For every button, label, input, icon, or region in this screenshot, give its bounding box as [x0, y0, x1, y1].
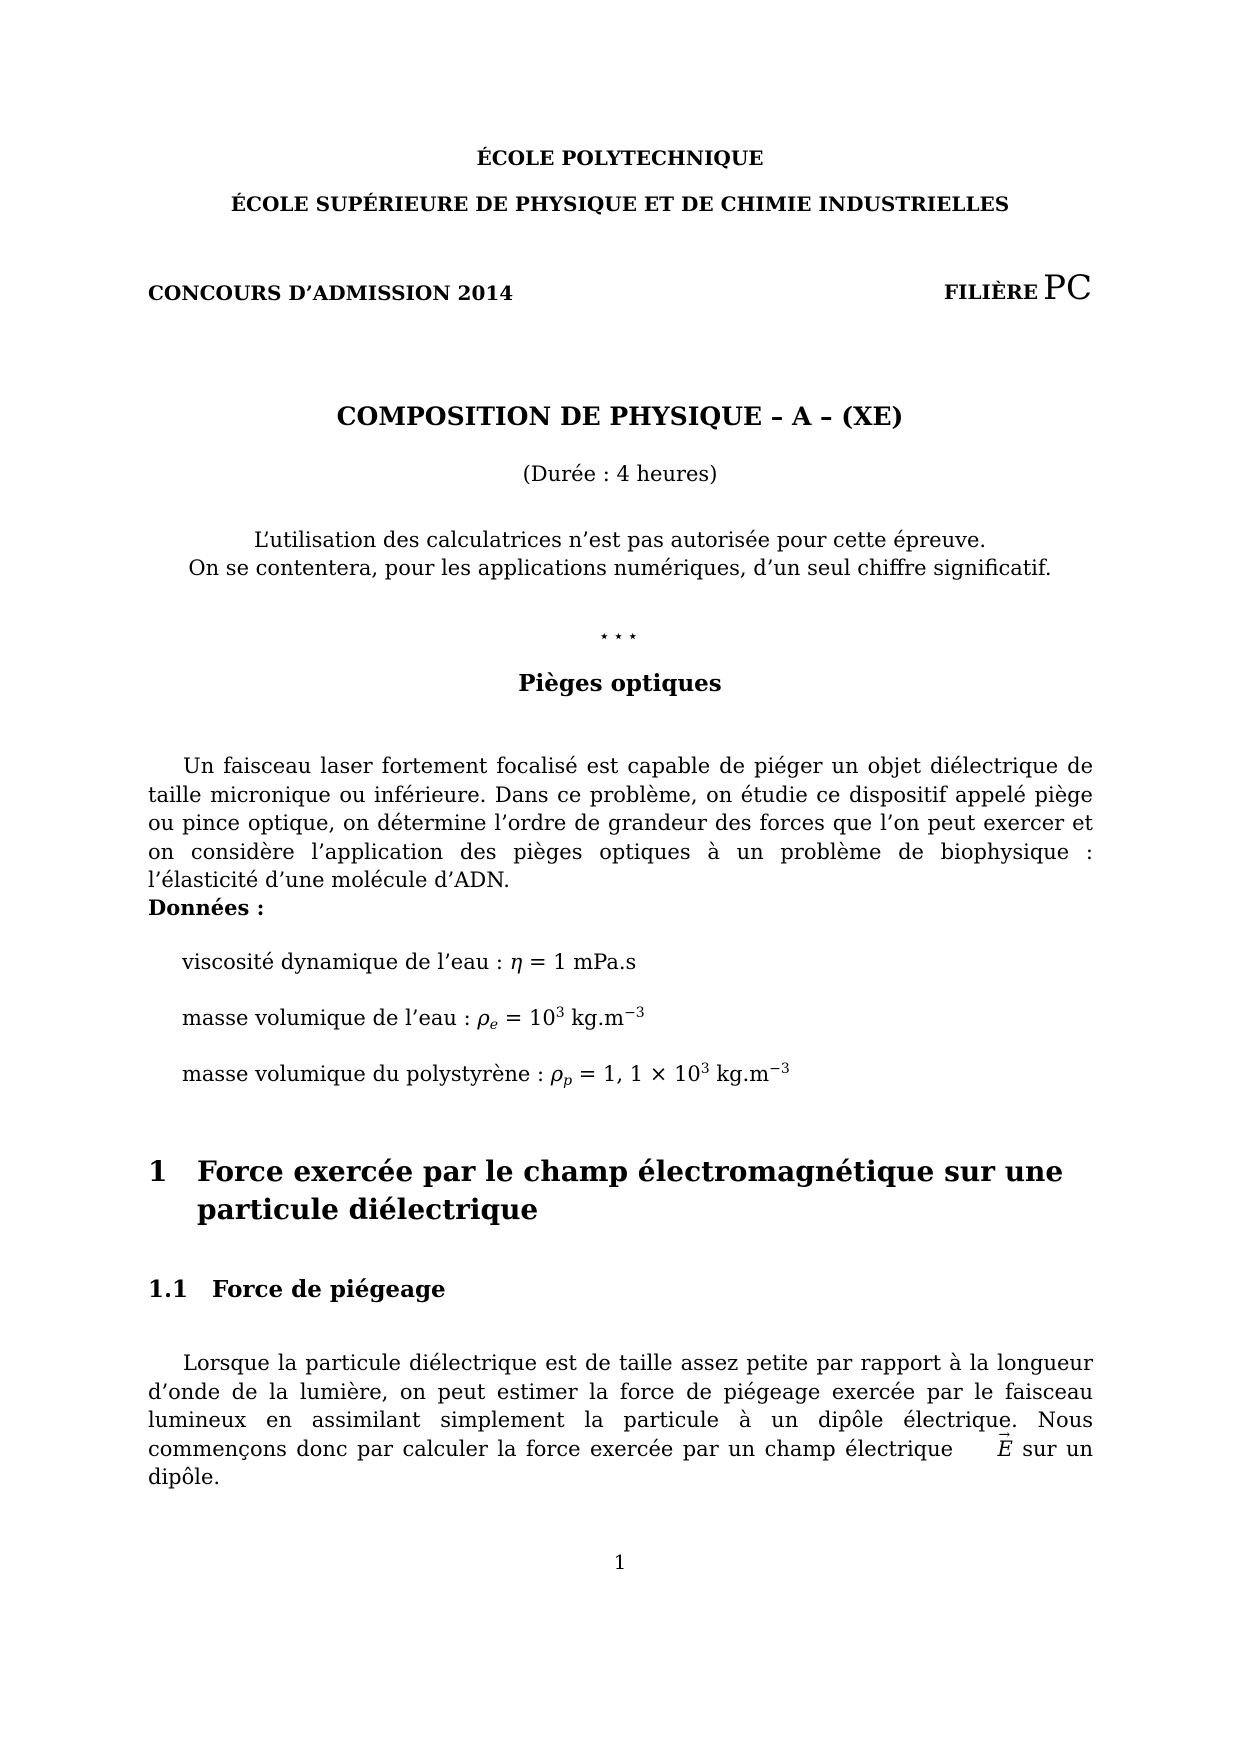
filiere-label: FILIÈRE: [943, 280, 1038, 304]
filiere-value: PC: [1043, 268, 1092, 308]
concours-label: CONCOURS D’ADMISSION 2014: [148, 281, 514, 305]
datum-polystyrene-density-text: masse volumique du polystyrène :: [182, 1062, 551, 1086]
datum-polystyrene-density: [182, 1061, 790, 1089]
datum-water-density-exp: 3: [555, 1005, 565, 1021]
eta-symbol: η: [509, 950, 523, 974]
exam-note-1: L’utilisation des calculatrices n’est pas autorisée pour cette épreuve.: [253, 528, 987, 552]
donnees-label: Données :: [148, 895, 265, 920]
subject-title: Pièges optiques: [518, 670, 722, 697]
section-1-title: Force exercée par le champ électromagnétique sur une particule diélectrique: [197, 1155, 1064, 1226]
section-1-number: 1: [148, 1155, 168, 1188]
rho-symbol: ρ: [477, 1006, 490, 1030]
exam-note-2: On se contentera, pour les applications numériques, d’un seul chiffre significatif.: [188, 556, 1052, 580]
datum-polystyrene-density-unit: kg.m: [709, 1062, 770, 1086]
datum-water-density: [182, 1005, 645, 1033]
datum-water-density-unit: kg.m: [564, 1006, 625, 1030]
section-1-1-text-after: sur un dipôle.: [148, 1436, 1093, 1489]
filiere: [944, 268, 1092, 308]
electric-field-vector: → E: [962, 1435, 1012, 1464]
rho-e-subscript: e: [489, 1017, 499, 1033]
page-number: 1: [613, 1550, 627, 1574]
datum-polystyrene-density-unit-exp: −3: [769, 1061, 790, 1077]
datum-polystyrene-density-exp: 3: [700, 1061, 710, 1077]
section-1-1-paragraph: [148, 1349, 1093, 1492]
exam-duration: (Durée : 4 heures): [522, 462, 718, 486]
separator-stars: ⋆⋆⋆: [598, 626, 642, 647]
datum-viscosity-text: viscosité dynamique de l’eau :: [182, 950, 510, 974]
intro-paragraph: Un faisceau laser fortement focalisé est capable de piéger un objet diélectrique de taille micronique ou inférieure. Dans ce problème, on étudie ce dispositif appelé piège ou pince optique, on détermine l’ordre de grandeur des forces que l’on peut exercer et on considère l’application des pièges optiques à un problème de biophysique : l’élasticité d’une molécule d’ADN.: [148, 754, 1093, 892]
school-name-2: ÉCOLE SUPÉRIEURE DE PHYSIQUE ET DE CHIMIE INDUSTRIELLES: [230, 192, 1010, 216]
exam-title: COMPOSITION DE PHYSIQUE – A – (XE): [336, 402, 904, 431]
school-name-1: ÉCOLE POLYTECHNIQUE: [476, 146, 764, 170]
datum-water-density-unit-exp: −3: [624, 1005, 645, 1021]
section-1-1-title: Force de piégeage: [212, 1276, 446, 1303]
section-1-1-number: 1.1: [148, 1276, 189, 1303]
section-1-1-text-before: Lorsque la particule diélectrique est de taille assez petite par rapport à la longueur d’onde de la lumière, on peut estimer la force de piégeage exercée par le faisceau lumineux en assimilant simplement la particule à un dipôle électrique. Nous commençons donc par calculer la force exercée par un champ électrique: [148, 1351, 1093, 1461]
rho-p-subscript: p: [563, 1073, 573, 1089]
datum-polystyrene-density-value: = 1, 1 × 10: [572, 1062, 701, 1086]
datum-water-density-text: masse volumique de l’eau :: [182, 1006, 478, 1030]
rho-symbol: ρ: [550, 1062, 564, 1086]
datum-viscosity-value: = 1 mPa.s: [522, 950, 637, 974]
datum-viscosity: [182, 950, 636, 974]
datum-water-density-value: = 10: [498, 1006, 556, 1030]
